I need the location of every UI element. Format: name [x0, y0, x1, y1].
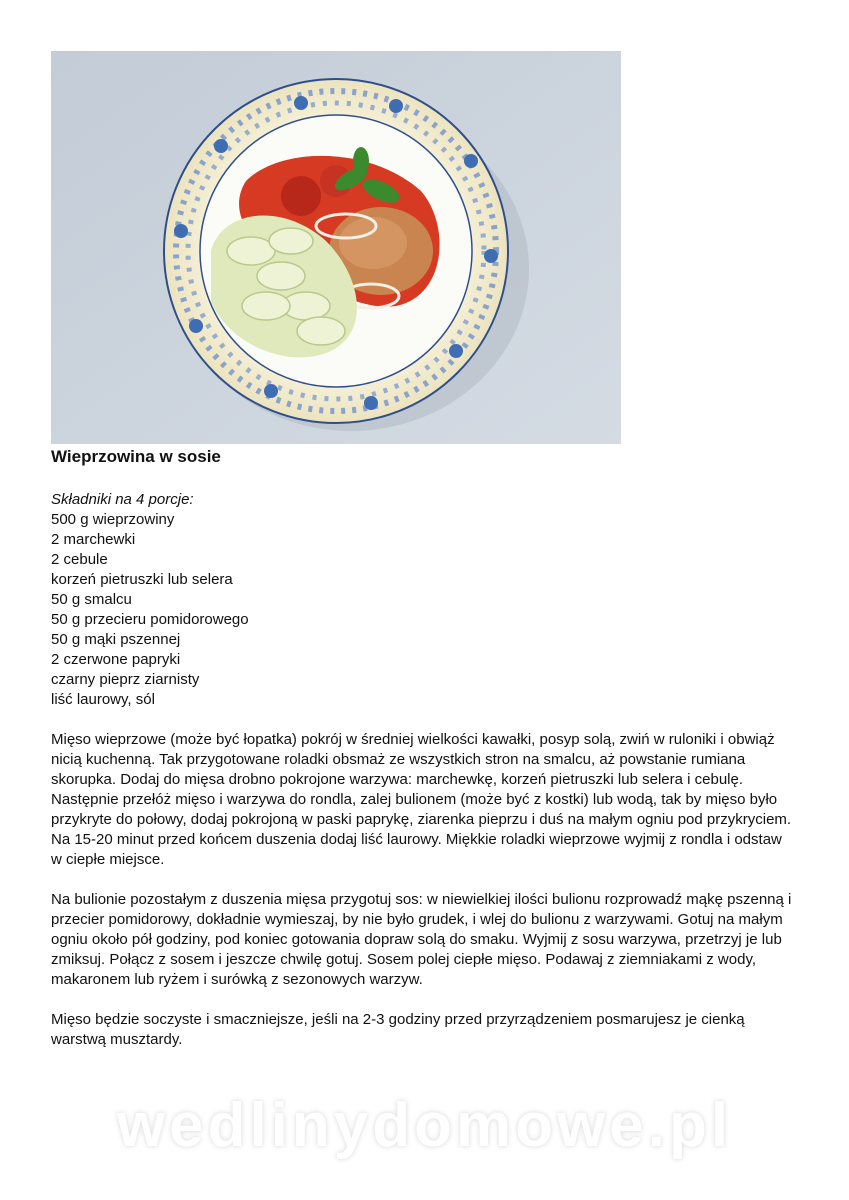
- ingredient-item: 50 g mąki pszennej: [51, 631, 181, 648]
- instructions-paragraph: Na bulionie pozostałym z duszenia mięsa przygotuj sos: w niewielkiej ilości bulionu rozprowadź mąkę pszenną i przecier pomidorowy, dokładnie wymieszaj, by nie było grudek, i wlej do bulionu z warzywami. Gotuj na małym ogniu około pół godziny, pod koniec gotowania dopraw solą do smaku. Wyjmij z sosu warzywa, przetrzyj je lub zmiksuj. Połącz z sosem i jeszcze chwilę gotuj. Sosem polej ciepłe mięso. Podawaj z ziemniakami z wody, makaronem lub ryżem i surówką z sezonowych warzyw.: [51, 891, 792, 988]
- plate-illustration: [51, 51, 621, 444]
- ingredient-item: 50 g przecieru pomidorowego: [51, 611, 249, 628]
- recipe-body: [51, 490, 796, 1050]
- ingredients-list: [51, 510, 796, 710]
- ingredients-heading: Składniki na 4 porcje:: [51, 491, 194, 508]
- ingredient-item: 2 marchewki: [51, 531, 136, 548]
- ingredient-item: liść laurowy, sól: [51, 691, 155, 708]
- watermark: wedlinydomowe.pl: [116, 1091, 733, 1160]
- tomato: [281, 176, 321, 216]
- ingredient-item: 500 g wieprzowiny: [51, 511, 175, 528]
- ingredient-item: 50 g smalcu: [51, 591, 132, 608]
- dish-photo: [51, 51, 621, 444]
- instructions-paragraph: Mięso wieprzowe (może być łopatka) pokrój w średniej wielkości kawałki, posyp solą, zwiń w ruloniki i obwiąż nicią kuchenną. Tak przygotowane roladki obsmaż ze wszystkich stron na smalcu, aż powstanie rumiana skorupka. Dodaj do mięsa drobno pokrojone warzywa: marchewkę, korzeń pietruszki lub selera i cebulę. Następnie przełóż mięso i warzywa do rondla, zalej bulionem (może być z kostki) lub wodą, tak by mięso było przykryte do połowy, dodaj pokrojoną w paski paprykę, ziarenka pieprzu i duś na małym ogniu pod przykryciem. Na 15-20 minut przed końcem duszenia dodaj liść laurowy. Miękkie roladki wieprzowe wyjmij z rondla i odstaw w ciepłe miejsce.: [51, 731, 792, 868]
- ingredient-item: korzeń pietruszki lub selera: [51, 571, 233, 588]
- tip-paragraph: Mięso będzie soczyste i smaczniejsze, jeśli na 2-3 godziny przed przyrządzeniem posmarujesz je cienką warstwą musztardy.: [51, 1011, 745, 1048]
- ingredient-item: czarny pieprz ziarnisty: [51, 671, 200, 688]
- recipe-title: Wieprzowina w sosie: [51, 447, 221, 466]
- ingredient-item: 2 czerwone papryki: [51, 651, 181, 668]
- ingredient-item: 2 cebule: [51, 551, 108, 568]
